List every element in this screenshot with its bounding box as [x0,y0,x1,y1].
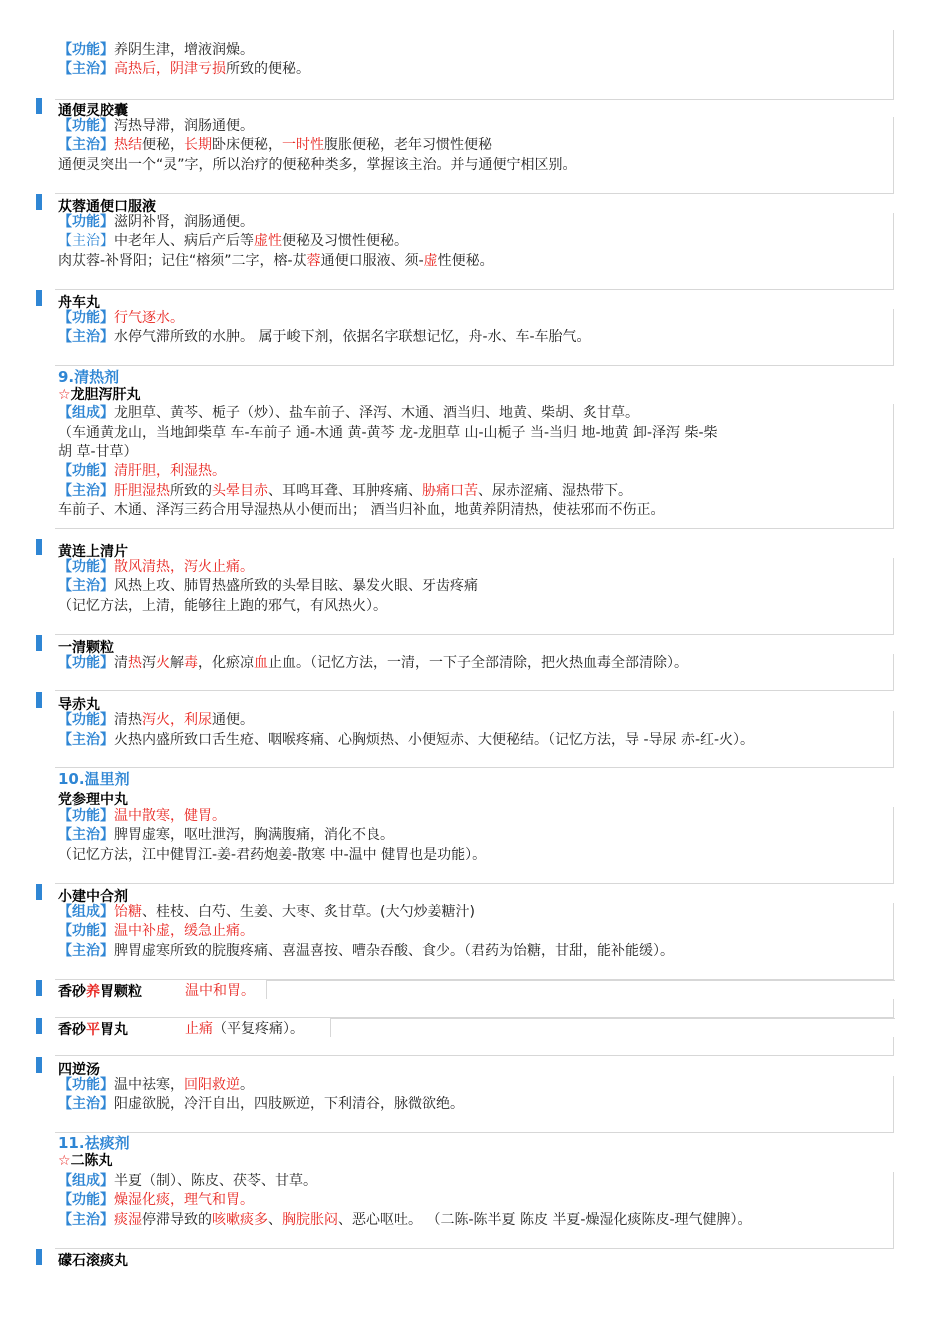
section-bar [36,290,42,306]
composition-line: 【组成】龙胆草、黄芩、栀子（炒）、盐车前子、泽泻、木通、酒当归、地黄、柴胡、炙甘草。 [58,405,639,421]
function-line: 【功能】燥湿化痰，理气和胃。 [58,1192,254,1208]
indication-line: 【主治】火热内盛所致口舌生疮、咽喉疼痛、心胸烦热、小便短赤、大便秘结。（记忆方法，导 -导尿 赤-红-火）。 [58,732,755,748]
note-line: （记忆方法，上清，能够往上跑的邪气，有风热火）。 [58,598,387,614]
indication-line: 【主治】水停气滞所致的水肿。 属于峻下剂，依据名字联想记忆，舟-水、车-车胎气。 [58,329,591,345]
composition-line: 【组成】饴糖、桂枝、白芍、生姜、大枣、炙甘草。(大勺炒姜糖汁) [58,904,475,920]
section-bar [36,980,42,996]
drug-title: 一清颗粒 [58,640,114,656]
drug-title: 礞石滚痰丸 [58,1253,128,1269]
indication-line: 【主治】热结便秘，长期卧床便秘，一时性腹胀便秘，老年习惯性便秘 [58,137,492,153]
section-bar [36,1018,42,1034]
drug-title: ☆龙胆泻肝丸 [58,387,141,403]
indication-line: 【主治】痰湿停滞导致的咳嗽痰多、胸脘胀闷、恶心呕吐。 （二陈-陈半夏 陈皮 半夏-燥湿化痰陈皮-理气健脾）。 [58,1212,752,1228]
note-line: 肉苁蓉-补肾阳；记住“榕须”二字，榕-苁蓉通便口服液、须-虚性便秘。 [58,253,494,269]
entry-card [55,1037,894,1056]
function-line: 【功能】温中散寒，健胃。 [58,808,226,824]
function-text: 温中和胃。 [185,983,255,999]
section-heading: 10.温里剂 [58,770,130,788]
function-line: 【功能】散风清热，泻火止痛。 [58,559,254,575]
section-heading: 9.清热剂 [58,368,120,386]
drug-title: 香砂平胃丸 [58,1022,128,1038]
note-line: 车前子、木通、泽泻三药合用导湿热从小便而出； 酒当归补血，地黄养阴清热，使祛邪而不伤正。 [58,502,665,518]
function-line: 【功能】滋阴补肾，润肠通便。 [58,214,254,230]
function-line: 【功能】温中补虚，缓急止痛。 [58,923,254,939]
drug-title: 四逆汤 [58,1062,100,1078]
section-bar [36,539,42,555]
section-bar [36,1057,42,1073]
indication-line: 【主治】阳虚欲脱，冷汗自出，四肢厥逆，下利清谷，脉微欲绝。 [58,1096,464,1112]
drug-title: 香砂养胃颗粒 [58,984,142,1000]
function-line: 【功能】清肝胆，利湿热。 [58,463,226,479]
drug-title: 苁蓉通便口服液 [58,199,156,215]
mnemonic-line: （车通黄龙山，当地卸柴草 车-车前子 通-木通 黄-黄芩 龙-龙胆草 山-山栀子 当-当归 地-地黄 卸-泽泻 柴-柴 [58,425,718,441]
section-heading: 11.祛痰剂 [58,1134,130,1152]
section-bar [36,692,42,708]
function-line: 【功能】养阴生津，增液润燥。 [58,42,254,58]
drug-title: 导赤丸 [58,697,100,713]
indication-line: 【主治】肝胆湿热所致的头晕目赤、耳鸣耳聋、耳肿疼痛、胁痛口苦、尿赤涩痛、湿热带下。 [58,483,632,499]
blank-cell [266,980,895,999]
function-line: 【功能】行气逐水。 [58,310,184,326]
note-line: （记忆方法，江中健胃江-姜-君药炮姜-散寒 中-温中 健胃也是功能）。 [58,847,487,863]
function-tag: 【功能】 [58,42,114,58]
function-text: 止痛（平复疼痛）。 [185,1021,304,1037]
function-line: 【功能】清热泻火，利尿通便。 [58,712,254,728]
mnemonic-line: 胡 草-甘草） [58,444,138,460]
section-bar [36,98,42,114]
section-bar [36,1249,42,1265]
indication-line: 【主治】高热后，阴津亏损所致的便秘。 [58,61,310,77]
composition-line: 【组成】半夏（制）、陈皮、茯苓、甘草。 [58,1173,317,1189]
indication-line: 【主治】脾胃虚寒所致的脘腹疼痛、喜温喜按、嘈杂吞酸、食少。（君药为饴糖，甘甜，能补能缓）。 [58,943,674,959]
section-bar [36,884,42,900]
function-line: 【功能】温中祛寒，回阳救逆。 [58,1077,254,1093]
note-line: 通便灵突出一个“灵”字，所以治疗的便秘种类多，掌握该主治。并与通便宁相区别。 [58,157,577,173]
function-line: 【功能】清热泻火解毒，化瘀凉血止血。（记忆方法，一清，一下子全部清除，把火热血毒全部清除）。 [58,655,688,671]
indication-line: 【主治】风热上攻、肺胃热盛所致的头晕目眩、暴发火眼、牙齿疼痛 [58,578,478,594]
drug-title: 通便灵胶囊 [58,103,128,119]
drug-title: 党参理中丸 [58,792,128,808]
drug-title: 小建中合剂 [58,889,128,905]
blank-cell [330,1018,895,1037]
indication-tag: 【主治】 [58,61,114,77]
drug-title: ☆二陈丸 [58,1153,113,1169]
function-line: 【功能】泻热导滞，润肠通便。 [58,118,254,134]
drug-title: 黄连上清片 [58,544,128,560]
entry-card [55,999,894,1018]
drug-title: 舟车丸 [58,295,100,311]
section-bar [36,194,42,210]
indication-line: 【主治】脾胃虚寒，呕吐泄泻，胸满腹痛，消化不良。 [58,827,394,843]
section-bar [36,635,42,651]
star-icon: ☆ [58,1153,71,1169]
indication-line: 【主治】中老年人、病后产后等虚性便秘及习惯性便秘。 [58,233,408,249]
star-icon: ☆ [58,387,71,403]
